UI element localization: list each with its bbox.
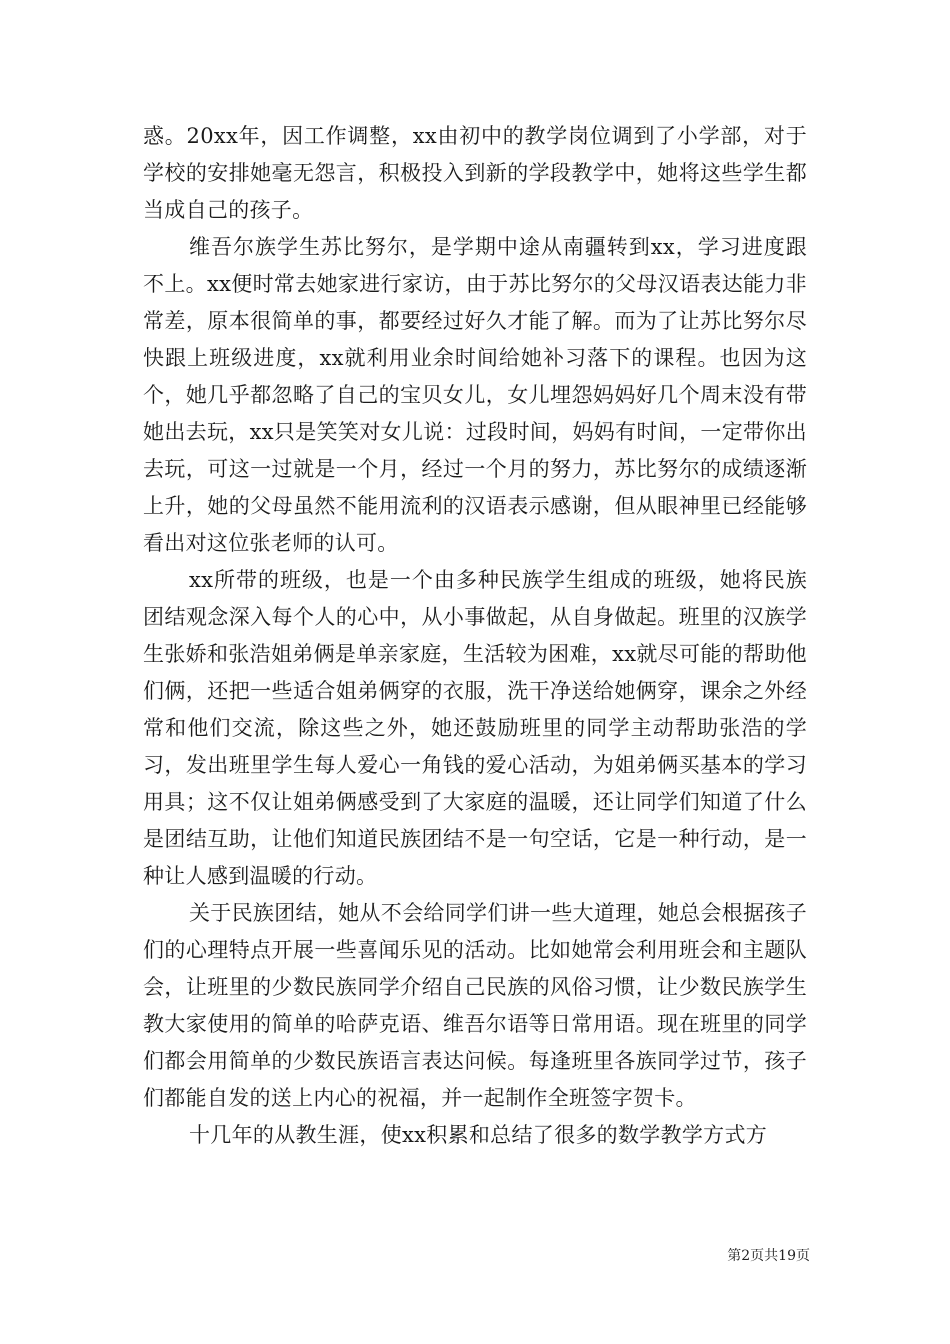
page-number: 第2页共19页: [727, 1248, 810, 1264]
paragraph-ethnic-unity-activities: 关于民族团结，她从不会给同学们讲一些大道理，她总会根据孩子们的心理特点开展一些喜闻乐见的活动。比如她常会利用班会和主题队会，让班里的少数民族同学介绍自己民族的风俗习惯，让少数民族学生教大家使用的简单的哈萨克语、维吾尔语等日常用语。现在班里的同学们都会用简单的少数民族语言表达问候。每逢班里各族同学过节，孩子们都能自发的送上内心的祝福，并一起制作全班签字贺卡。: [143, 901, 807, 1110]
paragraph-teaching-career: 十几年的从教生涯，使xx积累和总结了很多的数学教学方式方: [189, 1123, 768, 1147]
paragraph-class-unity: xx所带的班级，也是一个由多种民族学生组成的班级，她将民族团结观念深入每个人的心中，从小事做起，从自身做起。班里的汉族学生张娇和张浩姐弟俩是单亲家庭，生活较为困难，xx就尽可能的帮助他们俩，还把一些适合姐弟俩穿的衣服，洗干净送给她俩穿，课余之外经常和他们交流，除这些之外，她还鼓励班里的同学主动帮助张浩的学习，发出班里学生每人爱心一角钱的爱心活动，为姐弟俩买基本的学习用具；这不仅让姐弟俩感受到了大家庭的温暖，还让同学们知道了什么是团结互助，让他们知道民族团结不是一句空话，它是一种行动，是一种让人感到温暖的行动。: [143, 568, 807, 888]
document-body: [143, 118, 807, 1154]
paragraph-continuation: 惑。20xx年，因工作调整，xx由初中的教学岗位调到了小学部，对于学校的安排她毫无怨言，积极投入到新的学段教学中，她将这些学生都当成自己的孩子。: [143, 124, 807, 222]
paragraph-subinur: 维吾尔族学生苏比努尔，是学期中途从南疆转到xx，学习进度跟不上。xx便时常去她家进行家访，由于苏比努尔的父母汉语表达能力非常差，原本很简单的事，都要经过好久才能了解。而为了让苏比努尔尽快跟上班级进度，xx就利用业余时间给她补习落下的课程。也因为这个，她几乎都忽略了自己的宝贝女儿，女儿埋怨妈妈好几个周末没有带她出去玩，xx只是笑笑对女儿说：过段时间，妈妈有时间，一定带你出去玩，可这一过就是一个月，经过一个月的努力，苏比努尔的成绩逐渐上升，她的父母虽然不能用流利的汉语表示感谢，但从眼神里已经能够看出对这位张老师的认可。: [143, 235, 807, 555]
